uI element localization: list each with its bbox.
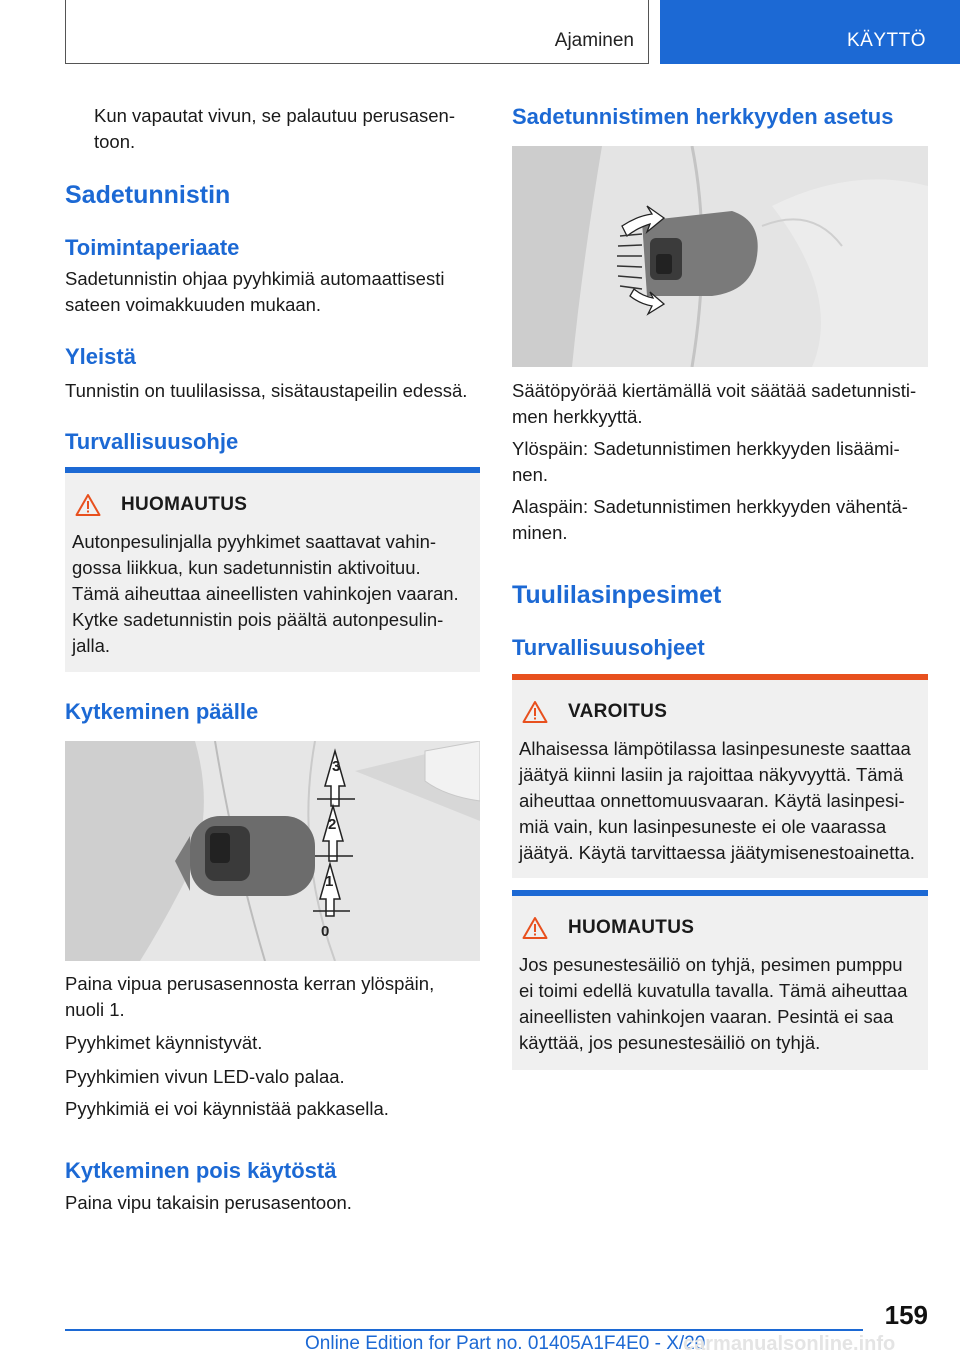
warning-text: Alhaisessa lämpötilassa lasinpesuneste saattaa jäätyä kiinni lasiin ja rajoittaa näkyvyyttä. Tämä aiheuttaa onnettomuusvaaran. Käytä lasinpesi‐ miä vain, kun lasinpesuneste ei ole vaarassa jäätyä. Käytä tarvittaessa jäätymisenestoainetta. [519, 738, 915, 863]
yleista-text: Tunnistin on tuulilasissa, sisätaustapeilin edessä. [65, 380, 468, 401]
arrow-label-1: 1 [325, 873, 334, 890]
kytkeminen-p1: Paina vipua perusasennosta kerran ylöspäin, nuoli 1. [65, 973, 435, 1020]
warning-label: VAROITUS [568, 701, 668, 722]
header-chapter-title: KÄYTTÖ [846, 30, 926, 51]
turvallisuusohje-heading: Turvallisuusohje [65, 429, 239, 454]
warning-box [512, 674, 928, 878]
page-number: 159 [884, 1300, 928, 1330]
footer-divider [65, 1329, 863, 1331]
wiper-lever-drawing [65, 741, 480, 961]
notice2-text: Jos pesunestesäiliö on tyhjä, pesimen pumppu ei toimi edellä kuvatulla tavalla. Tämä aiheuttaa aineellisten vahinkojen vaaran. Pesintä ei saa käyttää, jos pesunestesäiliö on tyhjä. [519, 954, 908, 1053]
notice2-label: HUOMAUTUS [568, 917, 695, 938]
intro-text: Kun vapautat vivun, se palautuu perusasen‐ toon. [94, 105, 455, 152]
warning-triangle-icon [75, 493, 101, 517]
herkkyys-p2: Ylöspäin: Sadetunnistimen herkkyyden lisäämi‐ nen. [512, 438, 900, 485]
arrow-label-2: 2 [328, 816, 337, 833]
toimintaperiaate-text: Sadetunnistin ohjaa pyyhkimiä automaattisesti sateen voimakkuuden mukaan. [65, 268, 445, 315]
notice-label: HUOMAUTUS [121, 494, 248, 515]
sensitivity-wheel-drawing [512, 146, 928, 367]
yleista-heading: Yleistä [65, 344, 136, 369]
sensitivity-wheel-illustration [512, 146, 928, 367]
toimintaperiaate-heading: Toimintaperiaate [65, 235, 240, 260]
edition-text: Online Edition for Part no. 01405A1F4E0 - X/20 [305, 1333, 706, 1354]
header-section-title: Ajaminen [554, 30, 634, 51]
kytkeminen-p4: Pyyhkimiä ei voi käynnistää pakkasella. [65, 1098, 389, 1119]
notice-header [75, 493, 247, 517]
herkkyys-p3: Alaspäin: Sadetunnistimen herkkyyden vähentä‐ minen. [512, 496, 908, 543]
arrow-label-0: 0 [321, 923, 330, 940]
turvallisuusohjeet-heading: Turvallisuusohjeet [512, 635, 705, 660]
header-section-tab [65, 0, 649, 64]
sadetunnistin-heading: Sadetunnistin [65, 181, 231, 209]
herkkyys-p1: Säätöpyörää kiertämällä voit säätää sadetunnisti‐ men herkkyyttä. [512, 380, 917, 427]
notice2-header [522, 916, 694, 940]
kytkeminen-heading: Kytkeminen päälle [65, 699, 259, 724]
warning-triangle-icon [522, 916, 548, 940]
arrow-label-3: 3 [332, 758, 341, 775]
notice2-box [512, 890, 928, 1070]
notice-text: Autonpesulinjalla pyyhkimet saattavat vahin‐ gossa liikkua, kun sadetunnistin aktivoituu. Tämä aiheuttaa aineellisten vahinkojen vaaran. Kytke sadetunnistin pois päältä autonpesulin‐ jalla. [72, 531, 459, 656]
watermark: carmanualsonline.info [683, 1333, 896, 1355]
herkkyys-heading: Sadetunnistimen herkkyyden asetus [512, 104, 894, 129]
wiper-lever-illustration [65, 741, 480, 961]
notice-box [65, 467, 480, 672]
pois-heading: Kytkeminen pois käytöstä [65, 1158, 337, 1183]
kytkeminen-p3: Pyyhkimien vivun LED-valo palaa. [65, 1066, 345, 1087]
kytkeminen-p2: Pyyhkimet käynnistyvät. [65, 1032, 263, 1053]
warning-header [522, 700, 667, 724]
header-chapter-tab [660, 0, 960, 64]
tuulilasinpesimet-heading: Tuulilasinpesimet [512, 581, 722, 609]
warning-triangle-icon [522, 700, 548, 724]
pois-text: Paina vipu takaisin perusasentoon. [65, 1192, 352, 1213]
